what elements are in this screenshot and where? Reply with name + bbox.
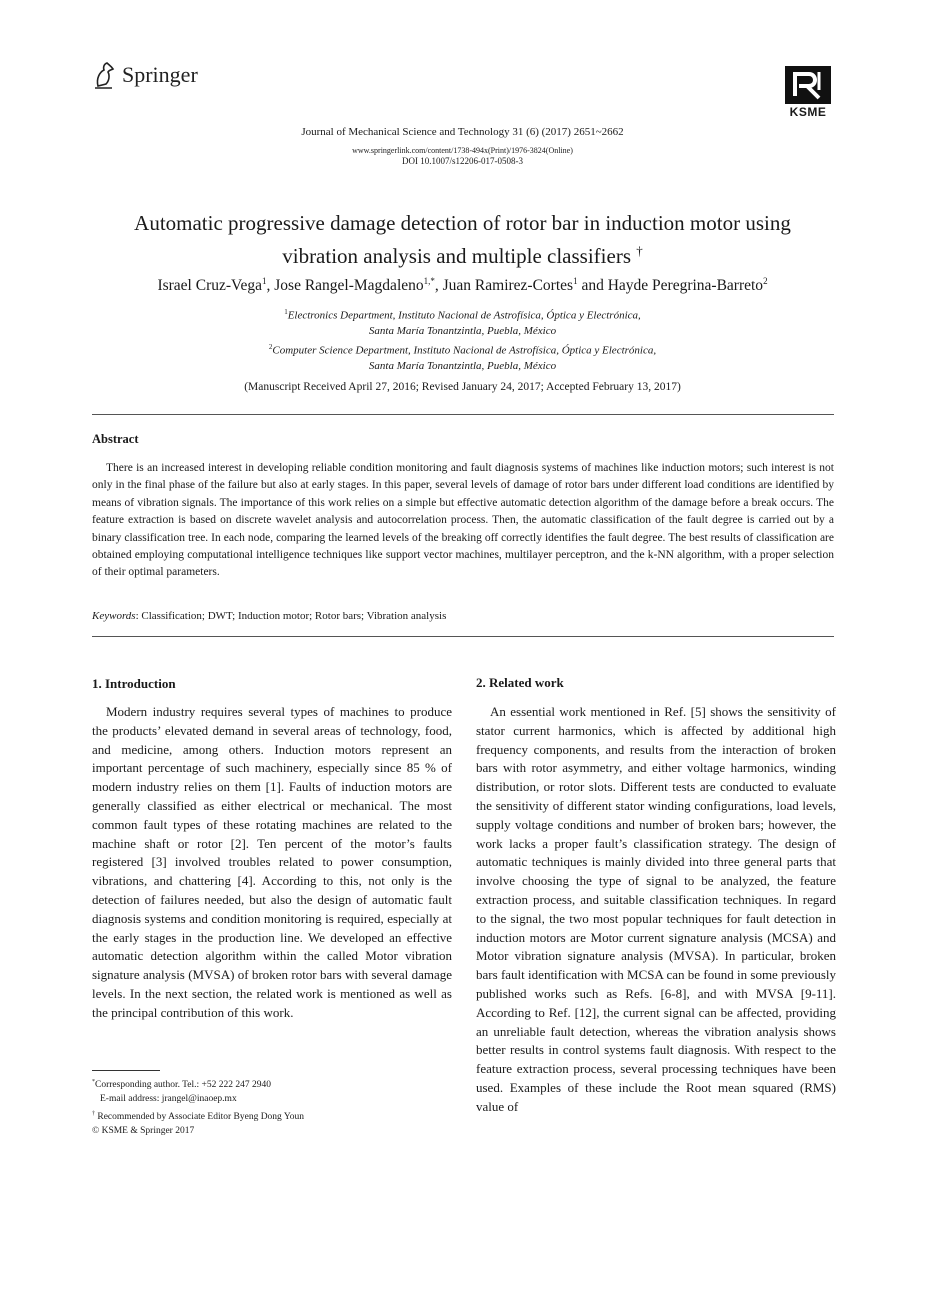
author-name: Israel Cruz-Vega xyxy=(157,277,263,295)
doi: DOI 10.1007/s12206-017-0508-3 xyxy=(402,156,523,166)
footnote-copyright: © KSME & Springer 2017 xyxy=(92,1125,195,1136)
author-affil-mark: 1,* xyxy=(423,276,435,286)
introduction-body xyxy=(92,703,452,1023)
ksme-emblem-icon xyxy=(785,66,831,104)
author-separator: and xyxy=(577,277,608,295)
author-separator: , xyxy=(434,277,443,295)
footnote-text: Corresponding author. Tel.: +52 222 247 2940 xyxy=(95,1080,272,1091)
section-heading-introduction: 1. Introduction xyxy=(92,676,176,691)
keywords-text: : Classification; DWT; Induction motor; Rotor bars; Vibration analysis xyxy=(135,610,447,622)
footnote-mark: † xyxy=(92,1110,95,1117)
title-line-1: Automatic progressive damage detection of rotor bar in induction motor using xyxy=(134,211,791,235)
related-work-body xyxy=(476,703,836,1117)
keywords-label: Keywords xyxy=(92,610,136,622)
affiliation-mark: 1 xyxy=(284,308,288,316)
abstract-heading: Abstract xyxy=(92,432,139,446)
affiliation-text: Electronics Department, Instituto Nacional de Astrofísica, Óptica y Electrónica, xyxy=(287,309,641,322)
springer-horse-icon xyxy=(92,60,118,90)
section-heading-related-work: 2. Related work xyxy=(476,675,564,690)
footnotes xyxy=(92,1075,452,1138)
footnote-corresponding xyxy=(92,1075,452,1092)
affiliation-1-line-2: Santa María Tonantzintla, Puebla, México xyxy=(368,325,557,338)
affiliations xyxy=(92,305,833,374)
journal-url: www.springerlink.com/content/1738-494x(Print)/1976-3824(Online) xyxy=(352,146,573,155)
divider-bottom xyxy=(92,636,834,637)
footnote-recommended xyxy=(92,1107,452,1124)
footnote-divider xyxy=(92,1070,160,1071)
divider-top xyxy=(92,414,834,415)
affiliation-mark: 2 xyxy=(268,342,273,351)
publisher-name: Springer xyxy=(122,62,198,87)
author-affil-mark: 1 xyxy=(573,276,578,286)
affiliation-2-line-2: Santa María Tonantzintla, Puebla, México xyxy=(368,359,557,372)
footnote-email: E-mail address: jrangel@inaoep.mx xyxy=(100,1094,237,1105)
author-affil-mark: 1 xyxy=(262,276,267,286)
manuscript-dates: (Manuscript Received April 27, 2016; Revised January 24, 2017; Accepted February 13, 2017) xyxy=(244,381,681,393)
springer-logo xyxy=(92,60,232,94)
author-name: Juan Ramirez-Cortes xyxy=(442,277,574,295)
affiliation-text: Computer Science Department, Instituto Nacional de Astrofísica, Óptica y Electrónica, xyxy=(272,344,657,357)
title-line-2 xyxy=(92,237,833,270)
introduction-paragraph: Modern industry requires several types of machines to produce the products’ elevated demand in several areas of technology, food, and medicine, among others. Induction motors represent an important percentage of such machinery, especially since 85 % of modern industry relies on them [1]. Faults of induction motors are generally classified as either electrical or mechanical. The most common fault types of these rotating machines are related to the machine shaft or rotor [2]. Ten percent of the motor’s faults registered [3] involved troubles related to power consumption, vibrations, and chattering [4]. According to this, not only is the detection of failures needed, but also the design of automatic fault diagnosis systems and condition monitoring is required, especially at the early stages in the production line. We developed an effective automatic detection algorithm within the called Motor vibration signature analysis (MVSA) of broken rotor bars with several damage levels. In the next section, the related work is mentioned as well as the principal contribution of this work. xyxy=(92,704,452,1020)
affiliation-2-line-1 xyxy=(92,340,833,359)
author-name: Jose Rangel-Magdaleno xyxy=(274,277,424,295)
footnote-text: Recommended by Associate Editor Byeng Dong Youn xyxy=(95,1111,304,1122)
journal-citation: Journal of Mechanical Science and Technology 31 (6) (2017) 2651~2662 xyxy=(301,126,624,138)
author-affil-mark: 2 xyxy=(763,276,768,286)
affiliation-1-line-1 xyxy=(92,305,833,324)
footnote-mark: * xyxy=(92,1079,95,1085)
related-work-paragraph: An essential work mentioned in Ref. [5] shows the sensitivity of stator current harmonics, which is affected by additional high frequency components, and results from the interaction of broken bars with rotor asymmetry, and either voltage harmonics, winding distribution, or rotor slots. Different tests are conducted to evaluate the sensitivity of different stator winding configurations, load levels, supply voltage conditions and number of broken bars; however, the work lacks a proper fault’s classification strategy. The design of automatic techniques is mainly divided into three general parts that involve choosing the type of signal to be analyzed, the feature extraction process, and suitable classification techniques. In regard to the signal, the two most popular techniques for fault detection in induction motors are Motor current signature analysis (MCSA) and Motor vibration signature analysis (MVSA). In particular, broken bars fault identification with MCSA can be found in some previously published works such as Refs. [6-8], and with MVSA [9-11]. According to Ref. [12], the current signal can be affected, providing an unreliable fault detection, whereas the vibration analysis shows better results in control systems fault diagnosis. With respect to the feature extraction process, several processing techniques have been used. Examples of these include the Root mean squared (RMS) value of xyxy=(476,704,836,1114)
title-dagger: † xyxy=(636,243,643,258)
author-separator: , xyxy=(266,277,275,295)
author-name: Hayde Peregrina-Barreto xyxy=(607,277,764,295)
ksme-label: KSME xyxy=(789,105,827,119)
ksme-logo xyxy=(782,66,834,118)
keywords xyxy=(92,610,834,622)
abstract-text: There is an increased interest in developing reliable condition monitoring and fault diagnosis systems of machines like induction motors; such interest is not only in the final phase of the failure but also at early stages. In this paper, several levels of damage of rotor bars under different load conditions are identified by means of vibration signals. The importance of this work relies on a simple but effective automatic detection algorithm of the damage before a break occurs. The feature extraction is based on discrete wavelet analysis and autocorrelation process. Then, the automatic classification of the fault degree is carried out by a binary classification tree. In each node, comparing the learned levels of the breaking off correctly identifies the fault degree. The best results of classification are obtained employing computational intelligence techniques like support vector machines, multilayer perceptron, and the k-NN algorithm, with a proper selection of their optimal parameters. xyxy=(92,462,834,579)
title-line-2-text: vibration analysis and multiple classifiers xyxy=(282,244,631,268)
author-list xyxy=(92,276,833,295)
paper-title xyxy=(92,210,833,270)
